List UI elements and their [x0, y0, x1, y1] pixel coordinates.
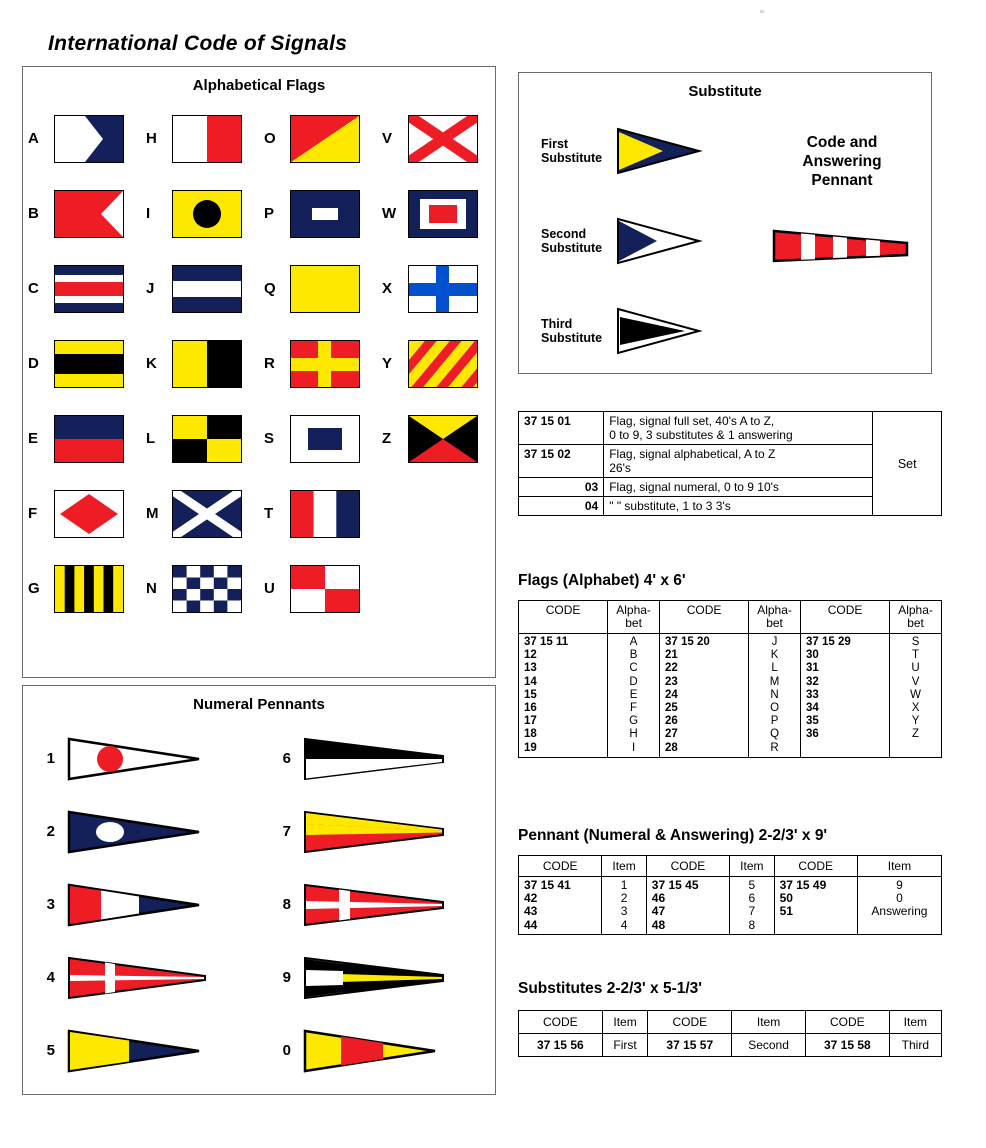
- pennant-header-code-1: CODE: [519, 856, 602, 877]
- pennant-3-icon: [67, 880, 217, 930]
- substitutes-header-item-1: Item: [602, 1011, 648, 1034]
- flag-item-u: [264, 565, 372, 613]
- table-row: [519, 634, 942, 758]
- flag-e-icon: [54, 415, 124, 463]
- pennant-header-code-3: CODE: [774, 856, 857, 877]
- pennant-0-icon: [303, 1026, 453, 1076]
- numeral-pennants-title: Numeral Pennants: [193, 696, 325, 713]
- flag-letter: A: [28, 130, 39, 147]
- flag-item-q: [264, 265, 372, 313]
- flag-letter: J: [146, 280, 155, 297]
- flag-k-icon: [172, 340, 242, 388]
- pennant-5-icon: [67, 1026, 217, 1076]
- pennant-item-5: [41, 1026, 241, 1076]
- pennant-item-8: [277, 880, 477, 930]
- pennant-codes-2: 37 15 45 46 47 48: [646, 877, 729, 935]
- flag-item-v: [382, 115, 490, 163]
- flag-y-icon: [408, 340, 478, 388]
- flag-item-z: [382, 415, 490, 463]
- flag-item-m: [146, 490, 254, 538]
- flag-q-icon: [290, 265, 360, 313]
- flag-letter: O: [264, 130, 276, 147]
- pennant-item-9: [277, 953, 477, 1003]
- set-label-cell: Set: [873, 412, 942, 516]
- alphabetical-flags-panel: [22, 66, 496, 678]
- flag-item-j: [146, 265, 254, 313]
- flag-item-x: [382, 265, 490, 313]
- flag-s-icon: [290, 415, 360, 463]
- alphabetical-flags-title: Alphabetical Flags: [192, 77, 326, 94]
- flag-item-g: [28, 565, 136, 613]
- numeral-pennants-grid: [23, 722, 495, 1087]
- pennant-section-title: Pennant (Numeral & Answering) 2-2/3' x 9': [518, 827, 828, 844]
- flag-item-t: [264, 490, 372, 538]
- pennant-item-4: [41, 953, 241, 1003]
- alphabet-header-item-2: Alpha- bet: [749, 601, 801, 634]
- table-header-row: [519, 856, 942, 877]
- pennant-number: 5: [46, 1042, 55, 1059]
- pennant-number: 4: [46, 969, 55, 986]
- substitute-panel: [518, 72, 932, 374]
- third-substitute-icon: [615, 305, 703, 357]
- table-row: [519, 877, 942, 935]
- pennant-number: 8: [282, 896, 291, 913]
- substitutes-item-2: Second: [732, 1034, 806, 1057]
- flag-l-icon: [172, 415, 242, 463]
- alphabet-items-1: A B C D E F G H I: [608, 634, 660, 758]
- alphabetical-flags-grid: [23, 101, 495, 626]
- flag-letter: N: [146, 580, 157, 597]
- pennant-item-2: [41, 807, 241, 857]
- table-header-row: [519, 601, 942, 634]
- flag-m-icon: [172, 490, 242, 538]
- flag-letter: K: [146, 355, 157, 372]
- alphabet-items-3: S T U V W X Y Z: [890, 634, 942, 758]
- substitutes-code-3: 37 15 58: [806, 1034, 890, 1057]
- alphabet-header-item-3: Alpha- bet: [890, 601, 942, 634]
- pennant-item-6: [277, 734, 477, 784]
- substitutes-header-code-2: CODE: [648, 1011, 732, 1034]
- flag-j-icon: [172, 265, 242, 313]
- pennant-7-icon: [303, 807, 453, 857]
- substitutes-header-item-2: Item: [732, 1011, 806, 1034]
- numeral-pennants-panel: [22, 685, 496, 1095]
- flag-item-p: [264, 190, 372, 238]
- flag-item-o: [264, 115, 372, 163]
- alphabet-table: [518, 600, 942, 758]
- pennant-table: [518, 855, 942, 935]
- flag-letter: I: [146, 205, 151, 222]
- set-desc-cell: " " substitute, 1 to 3 3's: [604, 497, 873, 516]
- flag-letter: S: [264, 430, 275, 447]
- substitutes-item-1: First: [602, 1034, 648, 1057]
- set-code-cell: 37 15 01: [519, 412, 604, 445]
- flag-letter: B: [28, 205, 39, 222]
- pennant-items-2: 5 6 7 8: [730, 877, 774, 935]
- flag-letter: M: [146, 505, 159, 522]
- substitutes-header-item-3: Item: [889, 1011, 941, 1034]
- pennant-header-item-1: Item: [602, 856, 646, 877]
- pennant-items-1: 1 2 3 4: [602, 877, 646, 935]
- alphabet-items-2: J K L M N O P Q R: [749, 634, 801, 758]
- flag-letter: H: [146, 130, 157, 147]
- flag-w-icon: [408, 190, 478, 238]
- flag-item-h: [146, 115, 254, 163]
- flag-item-w: [382, 190, 490, 238]
- substitutes-code-2: 37 15 57: [648, 1034, 732, 1057]
- pennant-items-3: 9 0 Answering: [857, 877, 941, 935]
- set-desc-cell: Flag, signal alphabetical, A to Z 26's: [604, 445, 873, 478]
- flag-letter: W: [382, 205, 397, 222]
- substitutes-code-1: 37 15 56: [519, 1034, 603, 1057]
- pennant-header-code-2: CODE: [646, 856, 729, 877]
- flag-letter: D: [28, 355, 39, 372]
- pennant-codes-3: 37 15 49 50 51: [774, 877, 857, 935]
- pennant-number: 7: [282, 823, 291, 840]
- first-substitute-label: First Substitute: [541, 137, 603, 165]
- flag-letter: V: [382, 130, 393, 147]
- third-substitute-label: Third Substitute: [541, 317, 603, 345]
- flag-item-i: [146, 190, 254, 238]
- flag-letter: T: [264, 505, 274, 522]
- first-substitute-icon: [615, 125, 703, 177]
- flag-letter: U: [264, 580, 275, 597]
- flag-u-icon: [290, 565, 360, 613]
- flag-c-icon: [54, 265, 124, 313]
- flag-letter: Y: [382, 355, 393, 372]
- flag-letter: P: [264, 205, 275, 222]
- flag-item-r: [264, 340, 372, 388]
- flag-n-icon: [172, 565, 242, 613]
- flag-item-e: [28, 415, 136, 463]
- second-substitute-row: [541, 215, 703, 267]
- table-row: [519, 412, 942, 445]
- flag-h-icon: [172, 115, 242, 163]
- pennant-item-3: [41, 880, 241, 930]
- flag-item-d: [28, 340, 136, 388]
- flag-letter: E: [28, 430, 39, 447]
- flag-letter: C: [28, 280, 39, 297]
- flag-item-l: [146, 415, 254, 463]
- flag-letter: R: [264, 355, 275, 372]
- pennant-4-icon: [67, 953, 217, 1003]
- pennant-number: 0: [282, 1042, 291, 1059]
- flag-item-s: [264, 415, 372, 463]
- pennant-item-0: [277, 1026, 477, 1076]
- pennant-9-icon: [303, 953, 453, 1003]
- alphabet-section-title: Flags (Alphabet) 4' x 6': [518, 572, 686, 589]
- flag-item-y: [382, 340, 490, 388]
- set-code-cell: 04: [519, 497, 604, 516]
- set-code-cell: 03: [519, 478, 604, 497]
- pennant-codes-1: 37 15 41 42 43 44: [519, 877, 602, 935]
- decorative-dot: [760, 10, 764, 13]
- second-substitute-icon: [615, 215, 703, 267]
- set-desc-cell: Flag, signal full set, 40's A to Z, 0 to 9, 3 substitutes & 1 answering: [604, 412, 873, 445]
- pennant-2-icon: [67, 807, 217, 857]
- flag-item-c: [28, 265, 136, 313]
- code-answering-pennant-icon: [771, 221, 911, 269]
- flag-item-a: [28, 115, 136, 163]
- flag-letter: L: [146, 430, 156, 447]
- flag-letter: X: [382, 280, 393, 297]
- flag-d-icon: [54, 340, 124, 388]
- first-substitute-row: [541, 125, 703, 177]
- substitutes-header-code-1: CODE: [519, 1011, 603, 1034]
- pennant-item-1: [41, 734, 241, 784]
- flag-v-icon: [408, 115, 478, 163]
- flag-item-b: [28, 190, 136, 238]
- substitutes-header-code-3: CODE: [806, 1011, 890, 1034]
- alphabet-header-item-1: Alpha- bet: [608, 601, 660, 634]
- flag-a-icon: [54, 115, 124, 163]
- flag-item-f: [28, 490, 136, 538]
- pennant-8-icon: [303, 880, 453, 930]
- pennant-header-item-3: Item: [857, 856, 941, 877]
- pennant-number: 2: [46, 823, 55, 840]
- pennant-number: 1: [46, 750, 55, 767]
- set-summary-table: [518, 411, 942, 516]
- substitutes-section-title: Substitutes 2-2/3' x 5-1/3': [518, 980, 702, 997]
- alphabet-header-code-1: CODE: [519, 601, 608, 634]
- flag-b-icon: [54, 190, 124, 238]
- set-code-cell: 37 15 02: [519, 445, 604, 478]
- alphabet-codes-1: 37 15 11 12 13 14 15 16 17 18 19: [519, 634, 608, 758]
- code-answering-pennant-label: Code and Answering Pennant: [802, 134, 882, 189]
- pennant-number: 9: [282, 969, 291, 986]
- flag-item-n: [146, 565, 254, 613]
- flag-x-icon: [408, 265, 478, 313]
- page-title: International Code of Signals: [48, 32, 348, 55]
- pennant-header-item-2: Item: [730, 856, 774, 877]
- pennant-1-icon: [67, 734, 217, 784]
- flag-o-icon: [290, 115, 360, 163]
- alphabet-codes-2: 37 15 20 21 22 23 24 25 26 27 28: [659, 634, 748, 758]
- flag-letter: Q: [264, 280, 276, 297]
- substitute-panel-title: Substitute: [688, 83, 762, 100]
- second-substitute-label: Second Substitute: [541, 227, 603, 255]
- flag-t-icon: [290, 490, 360, 538]
- alphabet-header-code-2: CODE: [659, 601, 748, 634]
- alphabet-codes-3: 37 15 29 30 31 32 33 34 35 36: [800, 634, 889, 758]
- substitutes-table: [518, 1010, 942, 1057]
- flag-i-icon: [172, 190, 242, 238]
- pennant-number: 3: [46, 896, 55, 913]
- substitutes-item-3: Third: [889, 1034, 941, 1057]
- pennant-item-7: [277, 807, 477, 857]
- flag-r-icon: [290, 340, 360, 388]
- flag-p-icon: [290, 190, 360, 238]
- alphabet-header-code-3: CODE: [800, 601, 889, 634]
- set-desc-cell: Flag, signal numeral, 0 to 9 10's: [604, 478, 873, 497]
- third-substitute-row: [541, 305, 703, 357]
- table-header-row: [519, 1011, 942, 1034]
- flag-z-icon: [408, 415, 478, 463]
- flag-letter: F: [28, 505, 38, 522]
- flag-g-icon: [54, 565, 124, 613]
- flag-letter: G: [28, 580, 40, 597]
- pennant-number: 6: [282, 750, 291, 767]
- pennant-6-icon: [303, 734, 453, 784]
- flag-letter: Z: [382, 430, 392, 447]
- flag-f-icon: [54, 490, 124, 538]
- flag-item-k: [146, 340, 254, 388]
- table-row: [519, 1034, 942, 1057]
